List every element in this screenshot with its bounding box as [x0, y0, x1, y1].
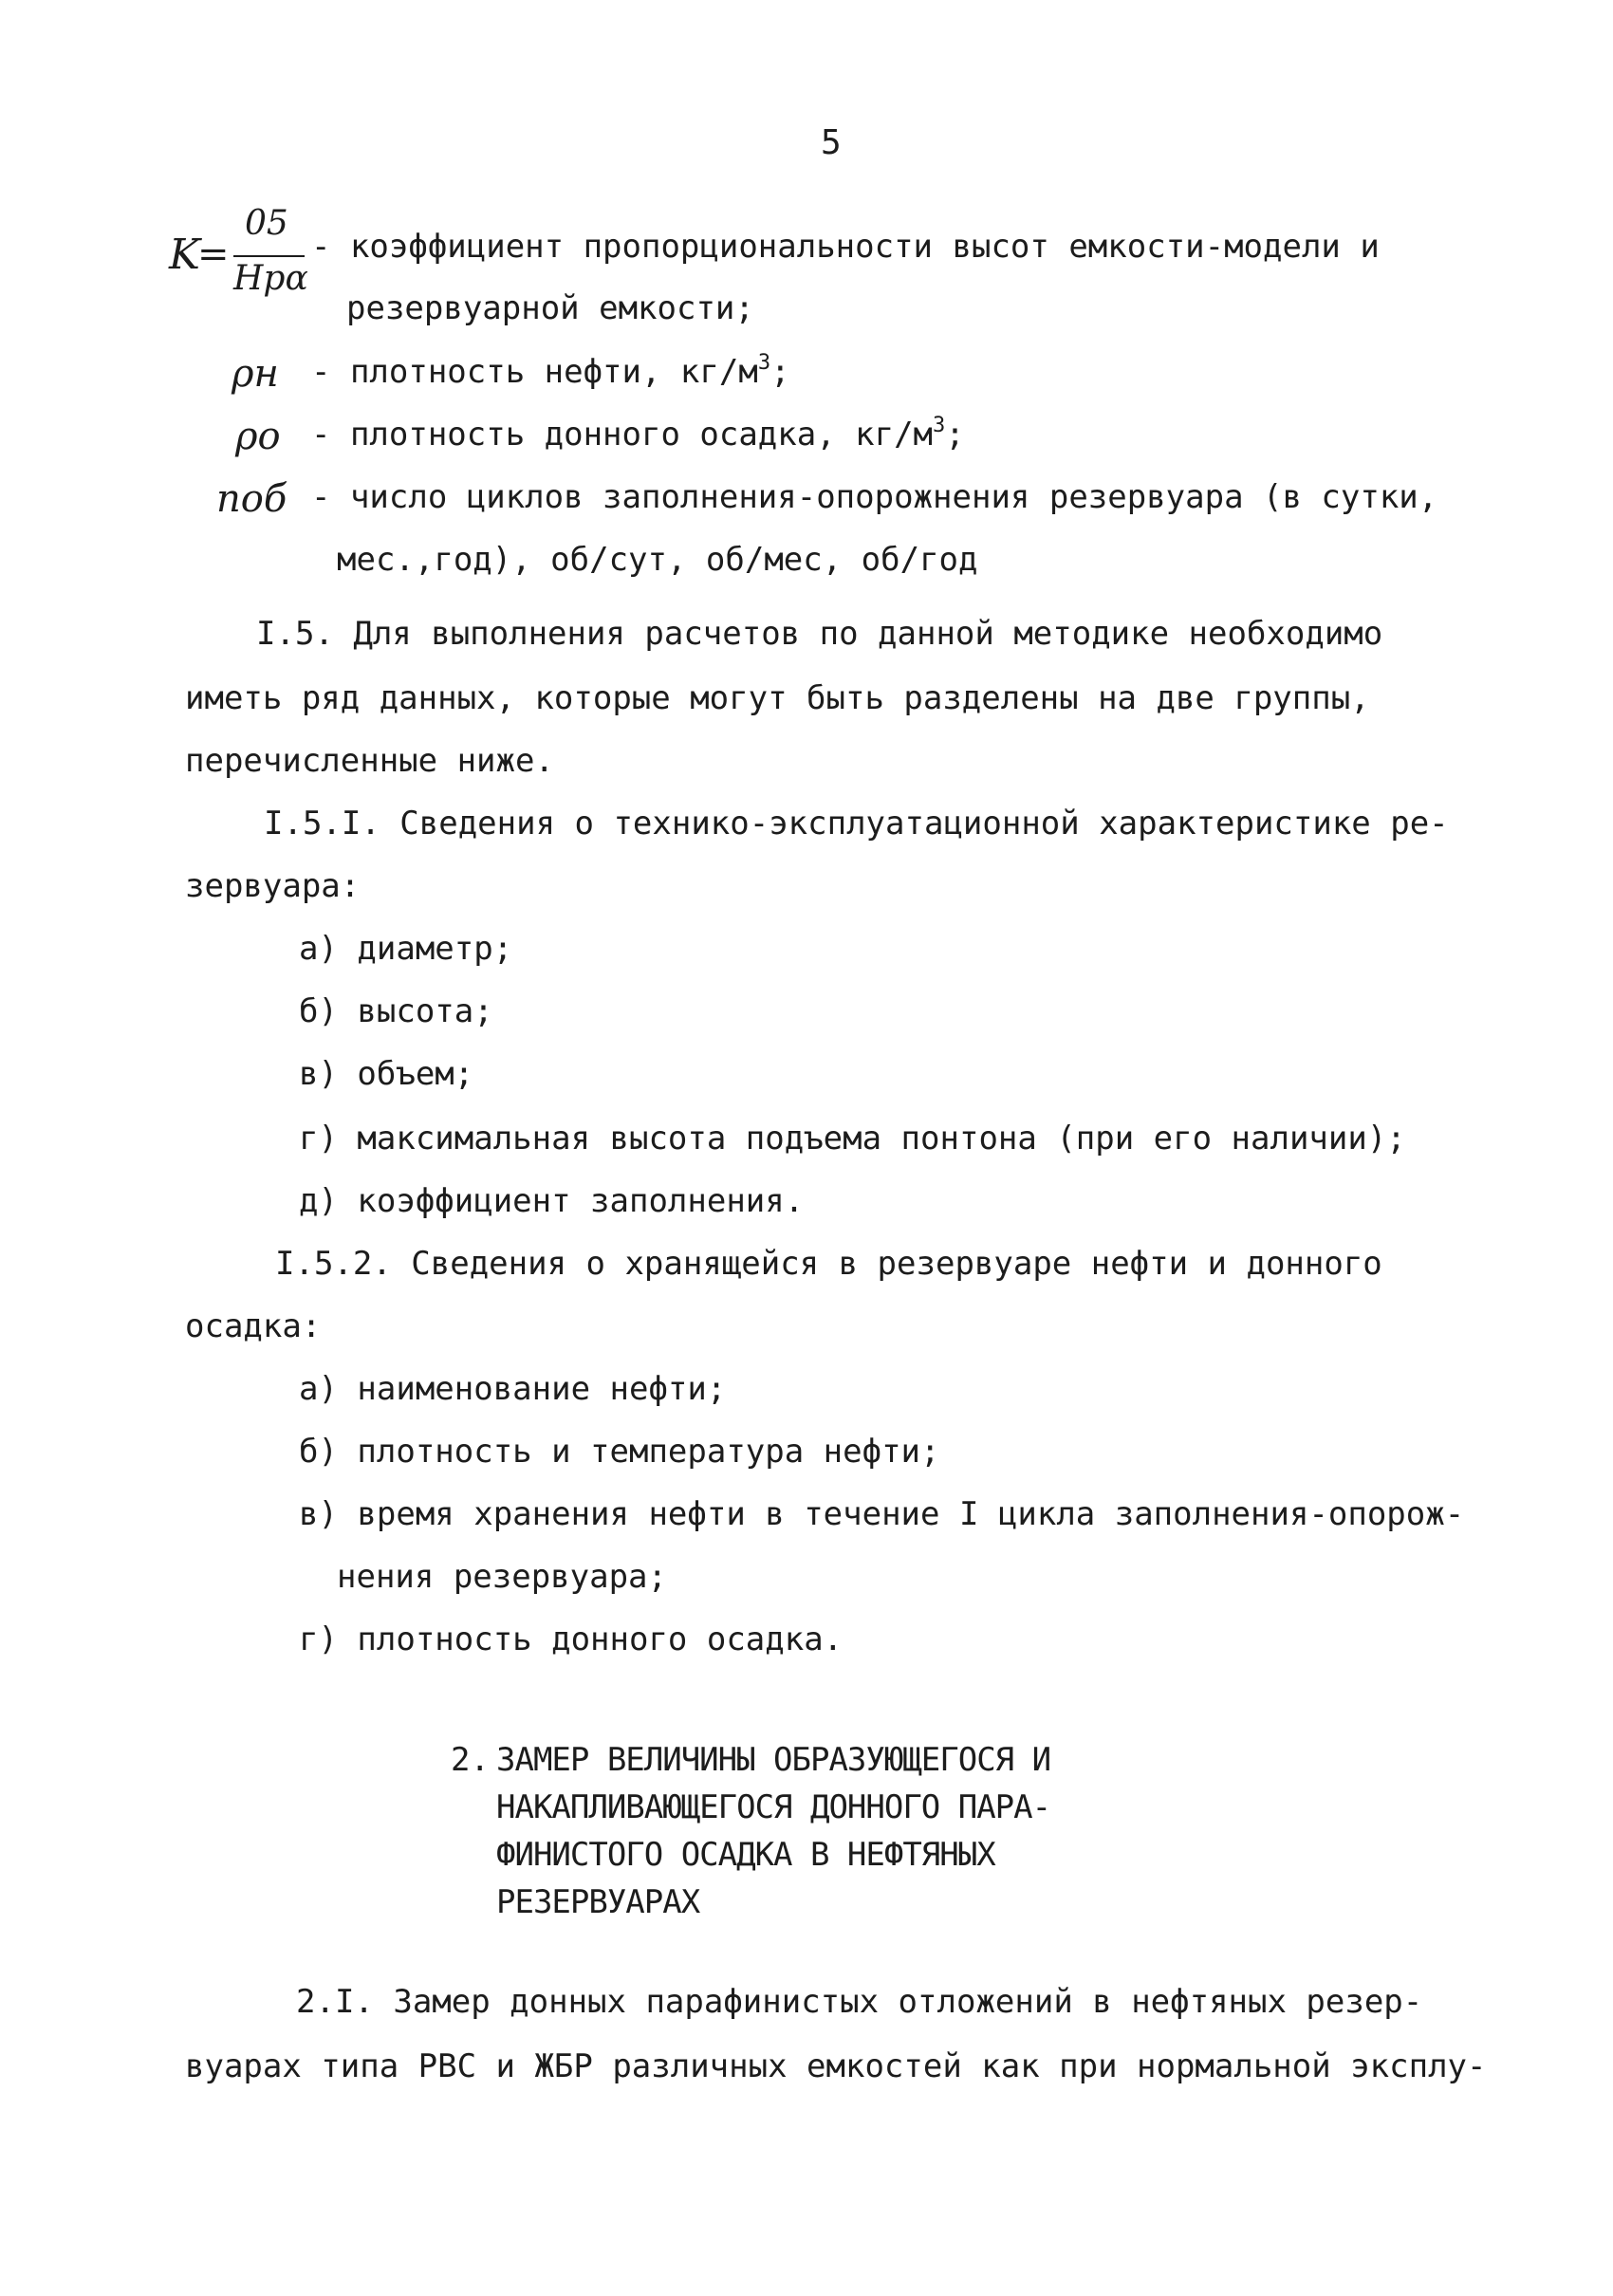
rho-o-symbol: ρо	[235, 415, 281, 458]
page-number: 5	[821, 123, 842, 162]
section-1-5-1-line1: I.5.I. Сведения о технико-эксплуатационной характеристике ре-	[264, 805, 1449, 842]
heading-line: НАКАПЛИВАЮЩЕГОСЯ ДОННОГО ПАРА-	[496, 1788, 1051, 1826]
heading-line: ЗАМЕР ВЕЛИЧИНЫ ОБРАЗУЮЩЕГОСЯ И	[496, 1741, 1051, 1779]
list-item: в) время хранения нефти в течение I цикла заполнения-опорож-	[299, 1495, 1465, 1533]
k-equals: =	[197, 232, 230, 276]
list-item: б) высота;	[299, 992, 493, 1030]
k-numerator: 05	[245, 204, 288, 243]
section-1-5-line2: иметь ряд данных, которые могут быть разделены на две группы,	[185, 679, 1370, 717]
list-item: а) наименование нефти;	[299, 1370, 727, 1408]
section-1-5-line1: I.5. Для выполнения расчетов по данной методике необходимо	[256, 615, 1383, 653]
rho-n-symbol: ρн	[232, 352, 279, 396]
section-2-1-line2: вуарах типа РВС и ЖБР различных емкостей как при нормальной эксплу-	[185, 2047, 1487, 2085]
list-item: а) диаметр;	[299, 930, 513, 968]
n-ob-symbol: nоб	[216, 477, 287, 521]
section-1-5-2-line1: I.5.2. Сведения о хранящейся в резервуаре нефти и донного	[275, 1245, 1382, 1283]
section-2-1-line1: 2.I. Замер донных парафинистых отложений в нефтяных резер-	[296, 1983, 1423, 2021]
n-ob-definition-line1: - число циклов заполнения-опорожнения резервуара (в сутки,	[311, 478, 1438, 516]
list-item: г) максимальная высота подъема понтона (при его наличии);	[299, 1120, 1406, 1157]
list-item: в) объем;	[299, 1055, 474, 1093]
list-item: г) плотность донного осадка.	[299, 1620, 844, 1658]
fraction-bar	[233, 255, 305, 257]
list-item-continuation: нения резервуара;	[337, 1558, 667, 1596]
k-definition-line2: резервуарной емкости;	[346, 289, 754, 327]
list-item: д) коэффициент заполнения.	[299, 1182, 805, 1220]
k-definition-line1: - коэффициент пропорциональности высот емкости-модели и	[311, 228, 1380, 266]
rho-n-definition: - плотность нефти, $кг/м^3$;	[311, 351, 790, 391]
k-symbol: K	[169, 231, 200, 279]
k-denominator: Hpα	[233, 259, 308, 298]
section-1-5-2-line2: осадка:	[185, 1307, 322, 1345]
list-item: б) плотность и температура нефти;	[299, 1433, 940, 1471]
rho-o-definition: - плотность донного осадка, $кг/м^3$;	[311, 414, 965, 454]
k-formula	[169, 204, 330, 308]
n-ob-definition-line2: мес.,год), об/сут, об/мес, об/год	[337, 541, 978, 579]
section-1-5-1-line2: зервуара:	[185, 867, 361, 905]
heading-number: 2.	[451, 1741, 490, 1779]
section-1-5-line3: перечисленные ниже.	[185, 742, 554, 780]
heading-line: РЕЗЕРВУАРАХ	[496, 1883, 700, 1921]
heading-line: ФИНИСТОГО ОСАДКА В НЕФТЯНЫХ	[496, 1836, 995, 1874]
